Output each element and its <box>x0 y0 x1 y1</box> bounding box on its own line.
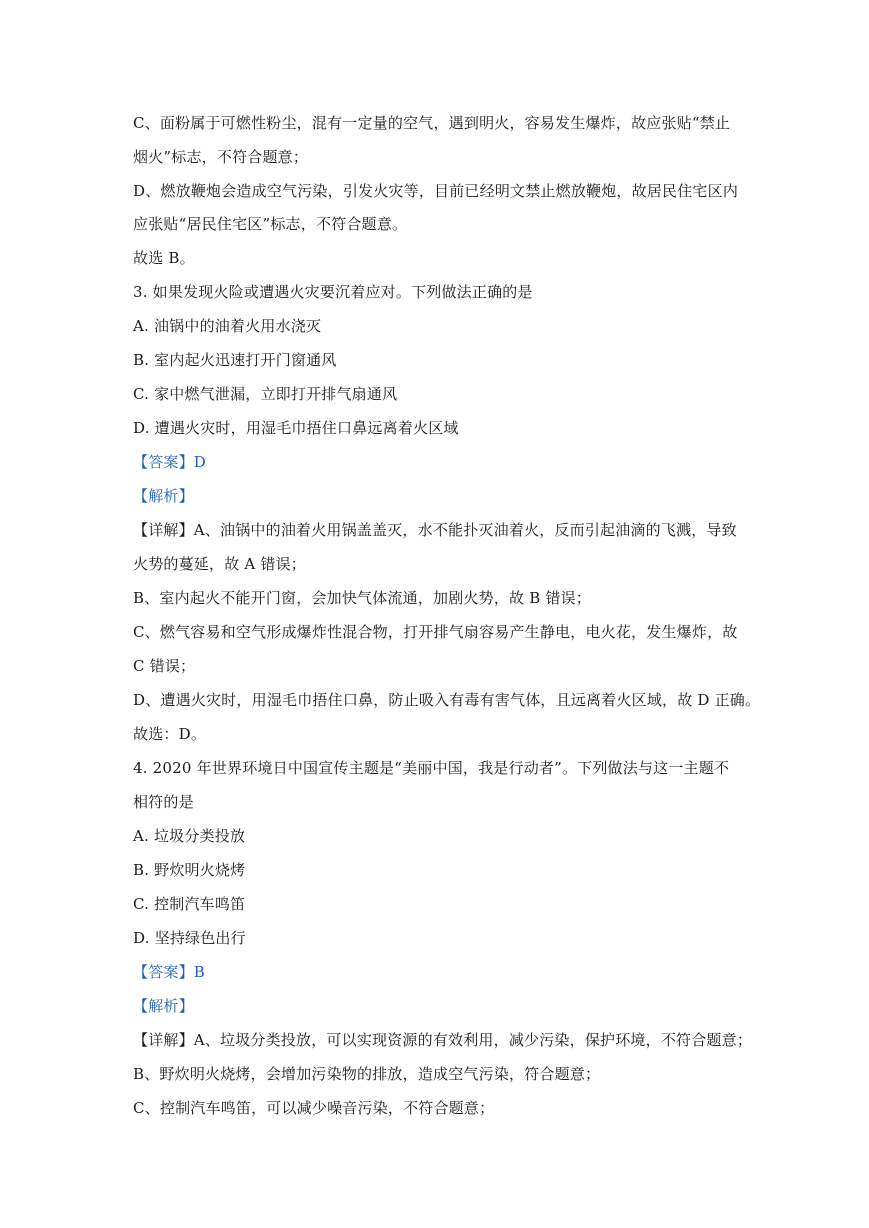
answer-label: 【答案】D <box>133 453 207 471</box>
question-3-option-d: D. 遭遇火灾时，用湿毛巾捂住口鼻远离着火区域 <box>133 419 459 437</box>
text-line: 故选：D。 <box>133 725 207 743</box>
detail-line: 【详解】A、垃圾分类投放，可以实现资源的有效利用，减少污染，保护环境，不符合题意； <box>133 1031 753 1049</box>
text-line: B、野炊明火烧烤，会增加污染物的排放，造成空气污染，符合题意； <box>133 1065 601 1083</box>
question-4-option-b: B. 野炊明火烧烤 <box>133 861 246 879</box>
question-4-option-d: D. 坚持绿色出行 <box>133 929 246 947</box>
text-line: 火势的蔓延，故 A 错误； <box>133 555 306 573</box>
question-4-stem: 4. 2020 年世界环境日中国宣传主题是“美丽中国，我是行动者”。下列做法与这一主题不 <box>133 759 730 777</box>
text-line: C、控制汽车鸣笛，可以减少噪音污染，不符合题意； <box>133 1099 495 1117</box>
detail-line: 【详解】A、油锅中的油着火用锅盖盖灭，水不能扑灭油着火，反而引起油滴的飞溅，导致 <box>133 521 737 539</box>
question-3-option-c: C. 家中燃气泄漏，立即打开排气扇通风 <box>133 385 398 403</box>
question-3-option-b: B. 室内起火迅速打开门窗通风 <box>133 351 337 369</box>
text-line: C、面粉属于可燃性粉尘，混有一定量的空气，遇到明火，容易发生爆炸，故应张贴“禁止 <box>133 114 731 132</box>
text-line: D、遭遇火灾时，用湿毛巾捂住口鼻，防止吸入有毒有害气体，且远离着火区域，故 D 正确。 <box>133 691 761 709</box>
text-line: C 错误； <box>133 657 196 675</box>
analysis-label: 【解析】 <box>133 487 194 505</box>
text-line: B、室内起火不能开门窗，会加快气体流通，加剧火势，故 B 错误； <box>133 589 591 607</box>
question-3-stem: 3. 如果发现火险或遭遇火灾要沉着应对。下列做法正确的是 <box>133 283 533 301</box>
analysis-label: 【解析】 <box>133 997 194 1015</box>
answer-label: 【答案】B <box>133 963 206 981</box>
question-4-option-a: A. 垃圾分类投放 <box>133 827 246 845</box>
text-line: C、燃气容易和空气形成爆炸性混合物，打开排气扇容易产生静电，电火花，发生爆炸，故 <box>133 623 738 641</box>
text-line: 相符的是 <box>133 793 194 811</box>
text-line: 应张贴“居民住宅区”标志，不符合题意。 <box>133 215 408 233</box>
text-line: D、燃放鞭炮会造成空气污染，引发火灾等，目前已经明文禁止燃放鞭炮，故居民住宅区内 <box>133 182 739 200</box>
text-line: 故选 B。 <box>133 249 195 267</box>
text-line: 烟火”标志，不符合题意； <box>133 148 309 166</box>
question-4-option-c: C. 控制汽车鸣笛 <box>133 895 246 913</box>
question-3-option-a: A. 油锅中的油着火用水浇灭 <box>133 317 322 335</box>
